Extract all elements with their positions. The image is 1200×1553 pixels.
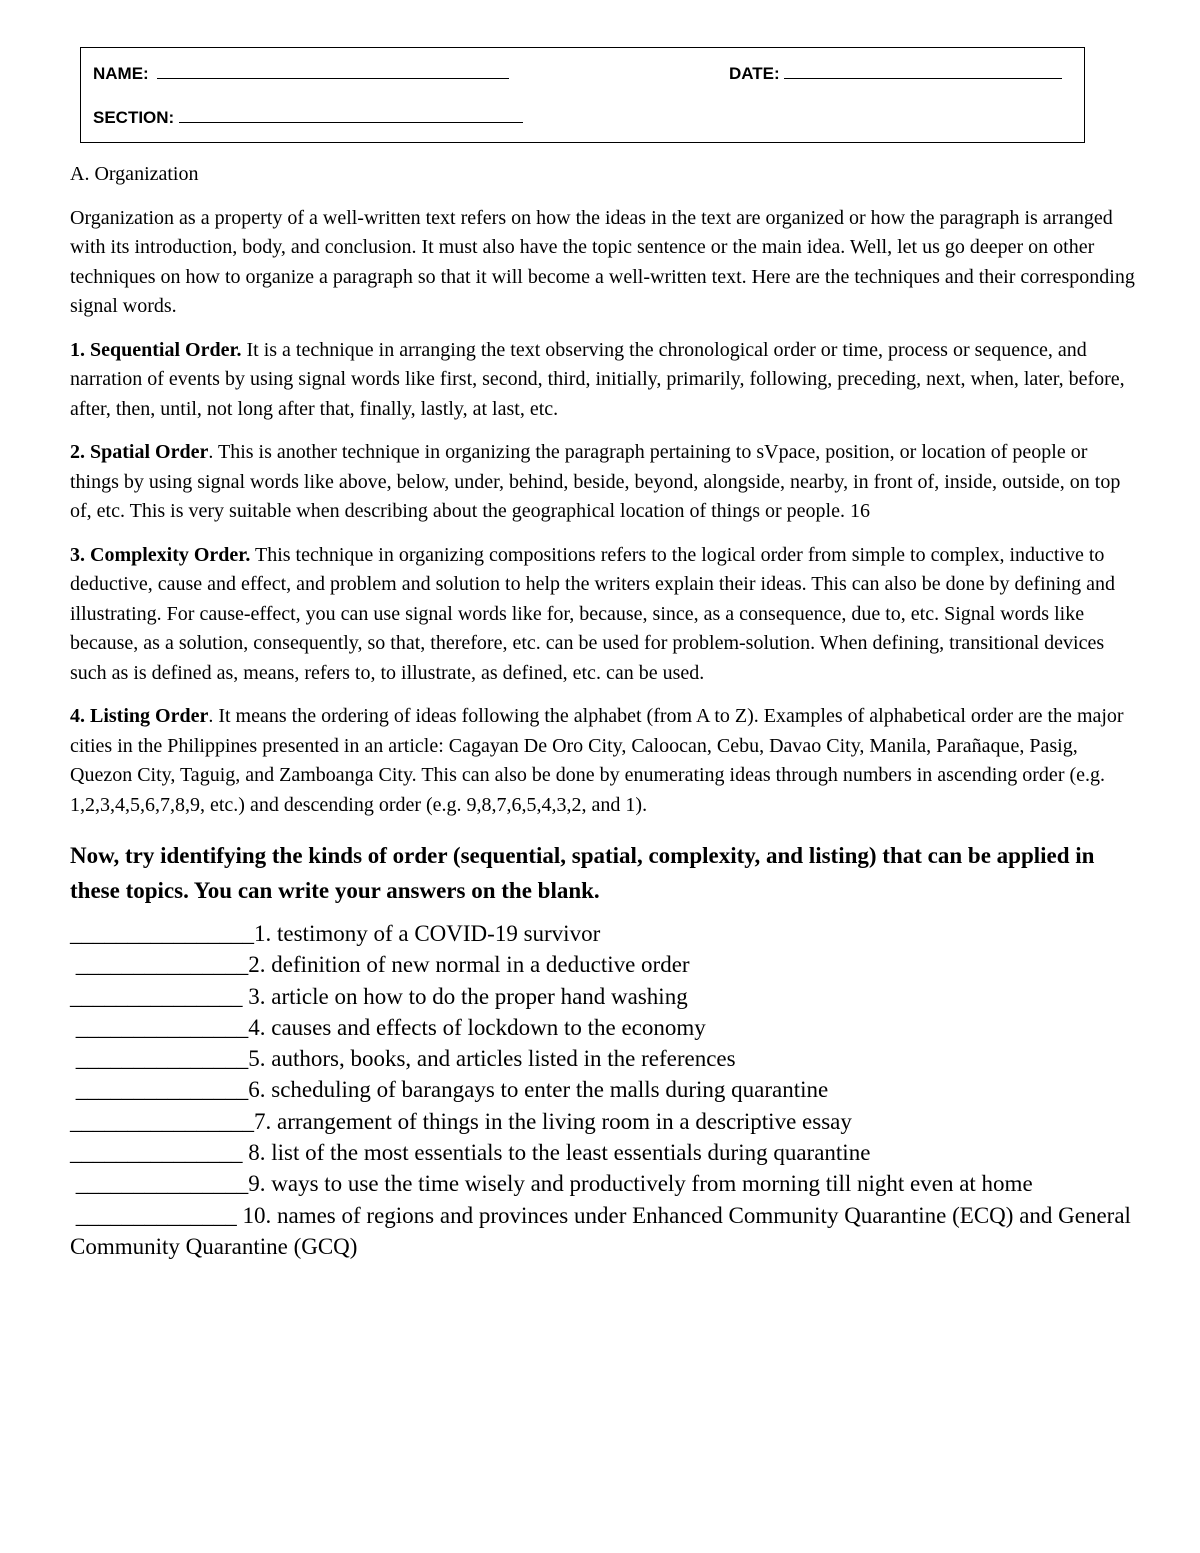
date-blank[interactable] [784,61,1062,79]
technique-sequential [70,336,1140,425]
exercise-item [70,1012,1140,1043]
technique-text: This technique in organizing compositions refers to the logical order from simple to complex, inductive to deductive, cause and effect, and problem and solution to help the writers explain their ideas. This can also be done by defining and illustrating. For cause-effect, you can use signal words like for, because, since, as a consequence, due to, etc. Signal words like because, as a solution, consequently, so that, therefore, etc. can be used for problem-solution. When defining, transitional devices such as is defined as, means, refers to, to illustrate, as defined, etc. can be used. [70,543,1116,684]
technique-listing [70,702,1140,820]
exercise-item [70,1200,1140,1263]
exercise-item [70,1074,1140,1105]
technique-title: 3. Complexity Order. [70,543,251,566]
exercise-item-text: 5. authors, books, and articles listed in the references [248,1046,736,1072]
name-blank[interactable] [157,61,509,79]
answer-blank[interactable]: ________________ [70,1108,254,1134]
technique-complexity [70,541,1140,689]
exercise-item [70,1137,1140,1168]
exercise-item [70,1168,1140,1199]
lesson-content [70,160,1140,1262]
exercise-item [70,1043,1140,1074]
exercise-item-text: 10. names of regions and provinces under Enhanced Community Quarantine (ECQ) and General Community Quarantine (GCQ) [70,1202,1131,1259]
answer-blank[interactable]: _______________ [70,1046,249,1072]
section-label: SECTION: [93,108,175,127]
answer-blank[interactable]: _______________ [70,983,249,1009]
answer-blank[interactable]: _______________ [70,952,249,978]
name-field[interactable] [93,61,509,84]
technique-text: . It means the ordering of ideas following the alphabet (from A to Z). Examples of alphabetical order are the major cities in the Philippines presented in an article: Cagayan De Oro City, Caloocan, Cebu, Davao City, Manila, Parañaque, Pasig, Quezon City, Taguig, and Zamboanga City. This can also be done by enumerating ideas through numbers in ascending order (e.g. 1,2,3,4,5,6,7,8,9, etc.) and descending order (e.g. 9,8,7,6,5,4,3,2, and 1). [70,705,1124,816]
answer-blank[interactable]: _______________ [70,1014,249,1040]
answer-blank[interactable]: _______________ [70,1077,249,1103]
section-blank[interactable] [179,105,523,123]
student-info-box [80,47,1085,143]
exercise-prompt: Now, try identifying the kinds of order (sequential, spatial, complexity, and listing) that can be applied in these topics. You can write your answers on the blank. [70,843,1095,903]
exercise-item-text: 3. article on how to do the proper hand washing [248,983,688,1009]
answer-blank[interactable]: ________________ [70,921,254,946]
exercise-item-text: 7. arrangement of things in the living room in a descriptive essay [254,1108,852,1134]
exercise-item-text: 2. definition of new normal in a deductive order [248,952,690,978]
exercise-item [70,1106,1140,1137]
exercise-item [70,981,1140,1012]
exercise-item [70,949,1140,980]
technique-title: 2. Spatial Order [70,441,209,463]
answer-blank[interactable]: _______________ [70,1140,249,1166]
intro-paragraph: Organization as a property of a well-written text refers on how the ideas in the text are organized or how the paragraph is arranged with its introduction, body, and conclusion. It must also have the topic sentence or the main idea. Well, let us go deeper on other techniques on how to organize a paragraph so that it will become a well-written text. Here are the techniques and their corresponding signal words. [70,206,1135,317]
technique-spatial [70,438,1140,527]
exercise-item-text: 6. scheduling of barangays to enter the malls during quarantine [248,1077,829,1103]
technique-title: 1. Sequential Order. [70,338,242,361]
technique-text: It is a technique in arranging the text observing the chronological order or time, process or sequence, and narration of events by using signal words like first, second, third, initially, primarily, following, preceding, next, when, later, before, after, then, until, not long after that, finally, lastly, at last, etc. [70,338,1125,420]
technique-text: . This is another technique in organizing the paragraph pertaining to sVpace, position, or location of people or things by using signal words like above, below, under, behind, beside, beyond, alongside, nearby, in front of, inside, outside, on top of, etc. This is very suitable when describing about the geographical location of things or people. 16 [70,441,1121,522]
exercise-item-text: 8. list of the most essentials to the least essentials during quarantine [248,1140,871,1166]
answer-blank[interactable]: _______________ [70,1171,249,1197]
section-title: A. Organization [70,163,199,185]
exercise-item [70,918,1140,949]
exercise-item-text: 4. causes and effects of lockdown to the economy [248,1014,706,1040]
technique-title: 4. Listing Order [70,705,209,727]
date-label: DATE: [729,64,780,83]
exercise-list [70,918,1140,1262]
date-field[interactable] [729,61,1062,84]
exercise-item-text: 1. testimony of a COVID-19 survivor [254,921,601,946]
answer-blank[interactable]: ______________ [70,1202,243,1228]
exercise-item-text: 9. ways to use the time wisely and productively from morning till night even at home [248,1171,1033,1197]
section-field[interactable] [93,105,523,128]
name-label: NAME: [93,64,149,83]
